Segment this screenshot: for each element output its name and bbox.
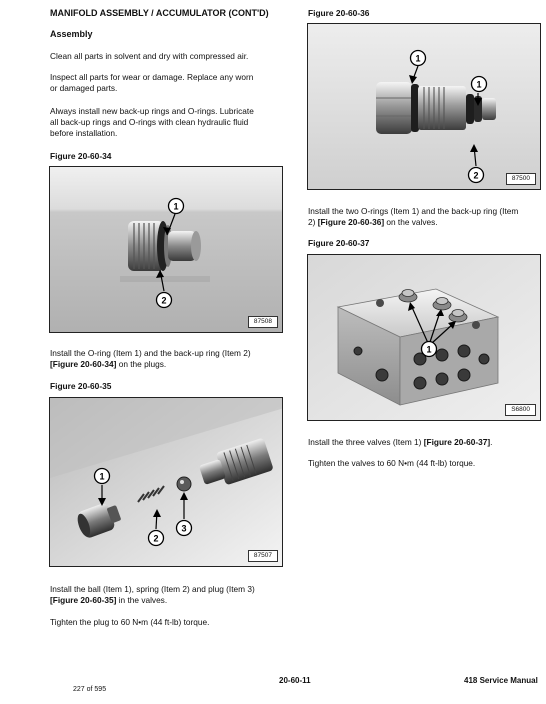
text-tighten-plug: Tighten the plug to 60 N•m (44 ft-lb) torque. xyxy=(50,617,210,627)
svg-text:2: 2 xyxy=(153,533,159,544)
section-heading: MANIFOLD ASSEMBLY / ACCUMULATOR (CONT'D) xyxy=(50,8,269,18)
callout-1 xyxy=(411,51,426,66)
figure-35-number: 87507 xyxy=(248,550,278,562)
subheading-assembly: Assembly xyxy=(50,29,93,39)
svg-text:1: 1 xyxy=(415,53,421,64)
figure-34-number: 87508 xyxy=(248,316,278,328)
text-tighten-valves: Tighten the valves to 60 N•m (44 ft-lb) torque. xyxy=(308,458,476,468)
callout-3 xyxy=(177,521,192,536)
text-install-ball-1: Install the ball (Item 1), spring (Item 2) and plug (Item 3) xyxy=(50,584,255,594)
svg-text:1: 1 xyxy=(476,79,482,90)
svg-text:1: 1 xyxy=(99,471,105,482)
manual-title: 418 Service Manual xyxy=(464,676,538,685)
callout-2 xyxy=(149,531,164,546)
figure-36-image xyxy=(307,23,541,190)
callout-1 xyxy=(422,342,437,357)
callout-1 xyxy=(472,77,487,92)
page-reference: 20-60-11 xyxy=(279,676,311,685)
figure-35-image xyxy=(49,397,283,567)
paragraph-inspect-2: or damaged parts. xyxy=(50,83,118,93)
svg-text:3: 3 xyxy=(181,523,187,534)
paragraph-rings-3: before installation. xyxy=(50,128,118,138)
figure-37-caption: Figure 20-60-37 xyxy=(308,238,370,248)
text-install-ball-2: [Figure 20-60-35] in the valves. xyxy=(50,595,168,605)
svg-text:1: 1 xyxy=(173,201,179,212)
figure-36-number: 87500 xyxy=(506,173,536,185)
figure-37-image xyxy=(307,254,541,421)
text-install-orings-2: 2) [Figure 20-60-36] on the valves. xyxy=(308,217,438,227)
figure-37-number: S6800 xyxy=(505,404,536,416)
text-install-orings-1: Install the two O-rings (Item 1) and the back-up ring (Item xyxy=(308,206,519,216)
callout-1 xyxy=(169,199,184,214)
callout-1 xyxy=(95,469,110,484)
callout-2 xyxy=(469,168,484,183)
figure-36-caption: Figure 20-60-36 xyxy=(308,8,370,18)
paragraph-clean: Clean all parts in solvent and dry with compressed air. xyxy=(50,51,249,61)
callout-2 xyxy=(157,293,172,308)
paragraph-inspect-1: Inspect all parts for wear or damage. Replace any worn xyxy=(50,72,254,82)
text-install-oring-2: [Figure 20-60-34] on the plugs. xyxy=(50,359,167,369)
page-count: 227 of 595 xyxy=(73,686,107,693)
paragraph-rings-2: all back-up rings and O-rings with clean hydraulic fluid xyxy=(50,117,249,127)
figure-34-image xyxy=(49,166,283,333)
svg-text:2: 2 xyxy=(473,170,479,181)
text-install-valves: Install the three valves (Item 1) [Figure 20-60-37]. xyxy=(308,437,493,447)
svg-text:2: 2 xyxy=(161,295,167,306)
figure-35-caption: Figure 20-60-35 xyxy=(50,381,112,391)
figure-34-caption: Figure 20-60-34 xyxy=(50,151,112,161)
text-install-oring-1: Install the O-ring (Item 1) and the back-up ring (Item 2) xyxy=(50,348,251,358)
svg-text:1: 1 xyxy=(426,344,432,355)
paragraph-rings-1: Always install new back-up rings and O-rings. Lubricate xyxy=(50,106,254,116)
